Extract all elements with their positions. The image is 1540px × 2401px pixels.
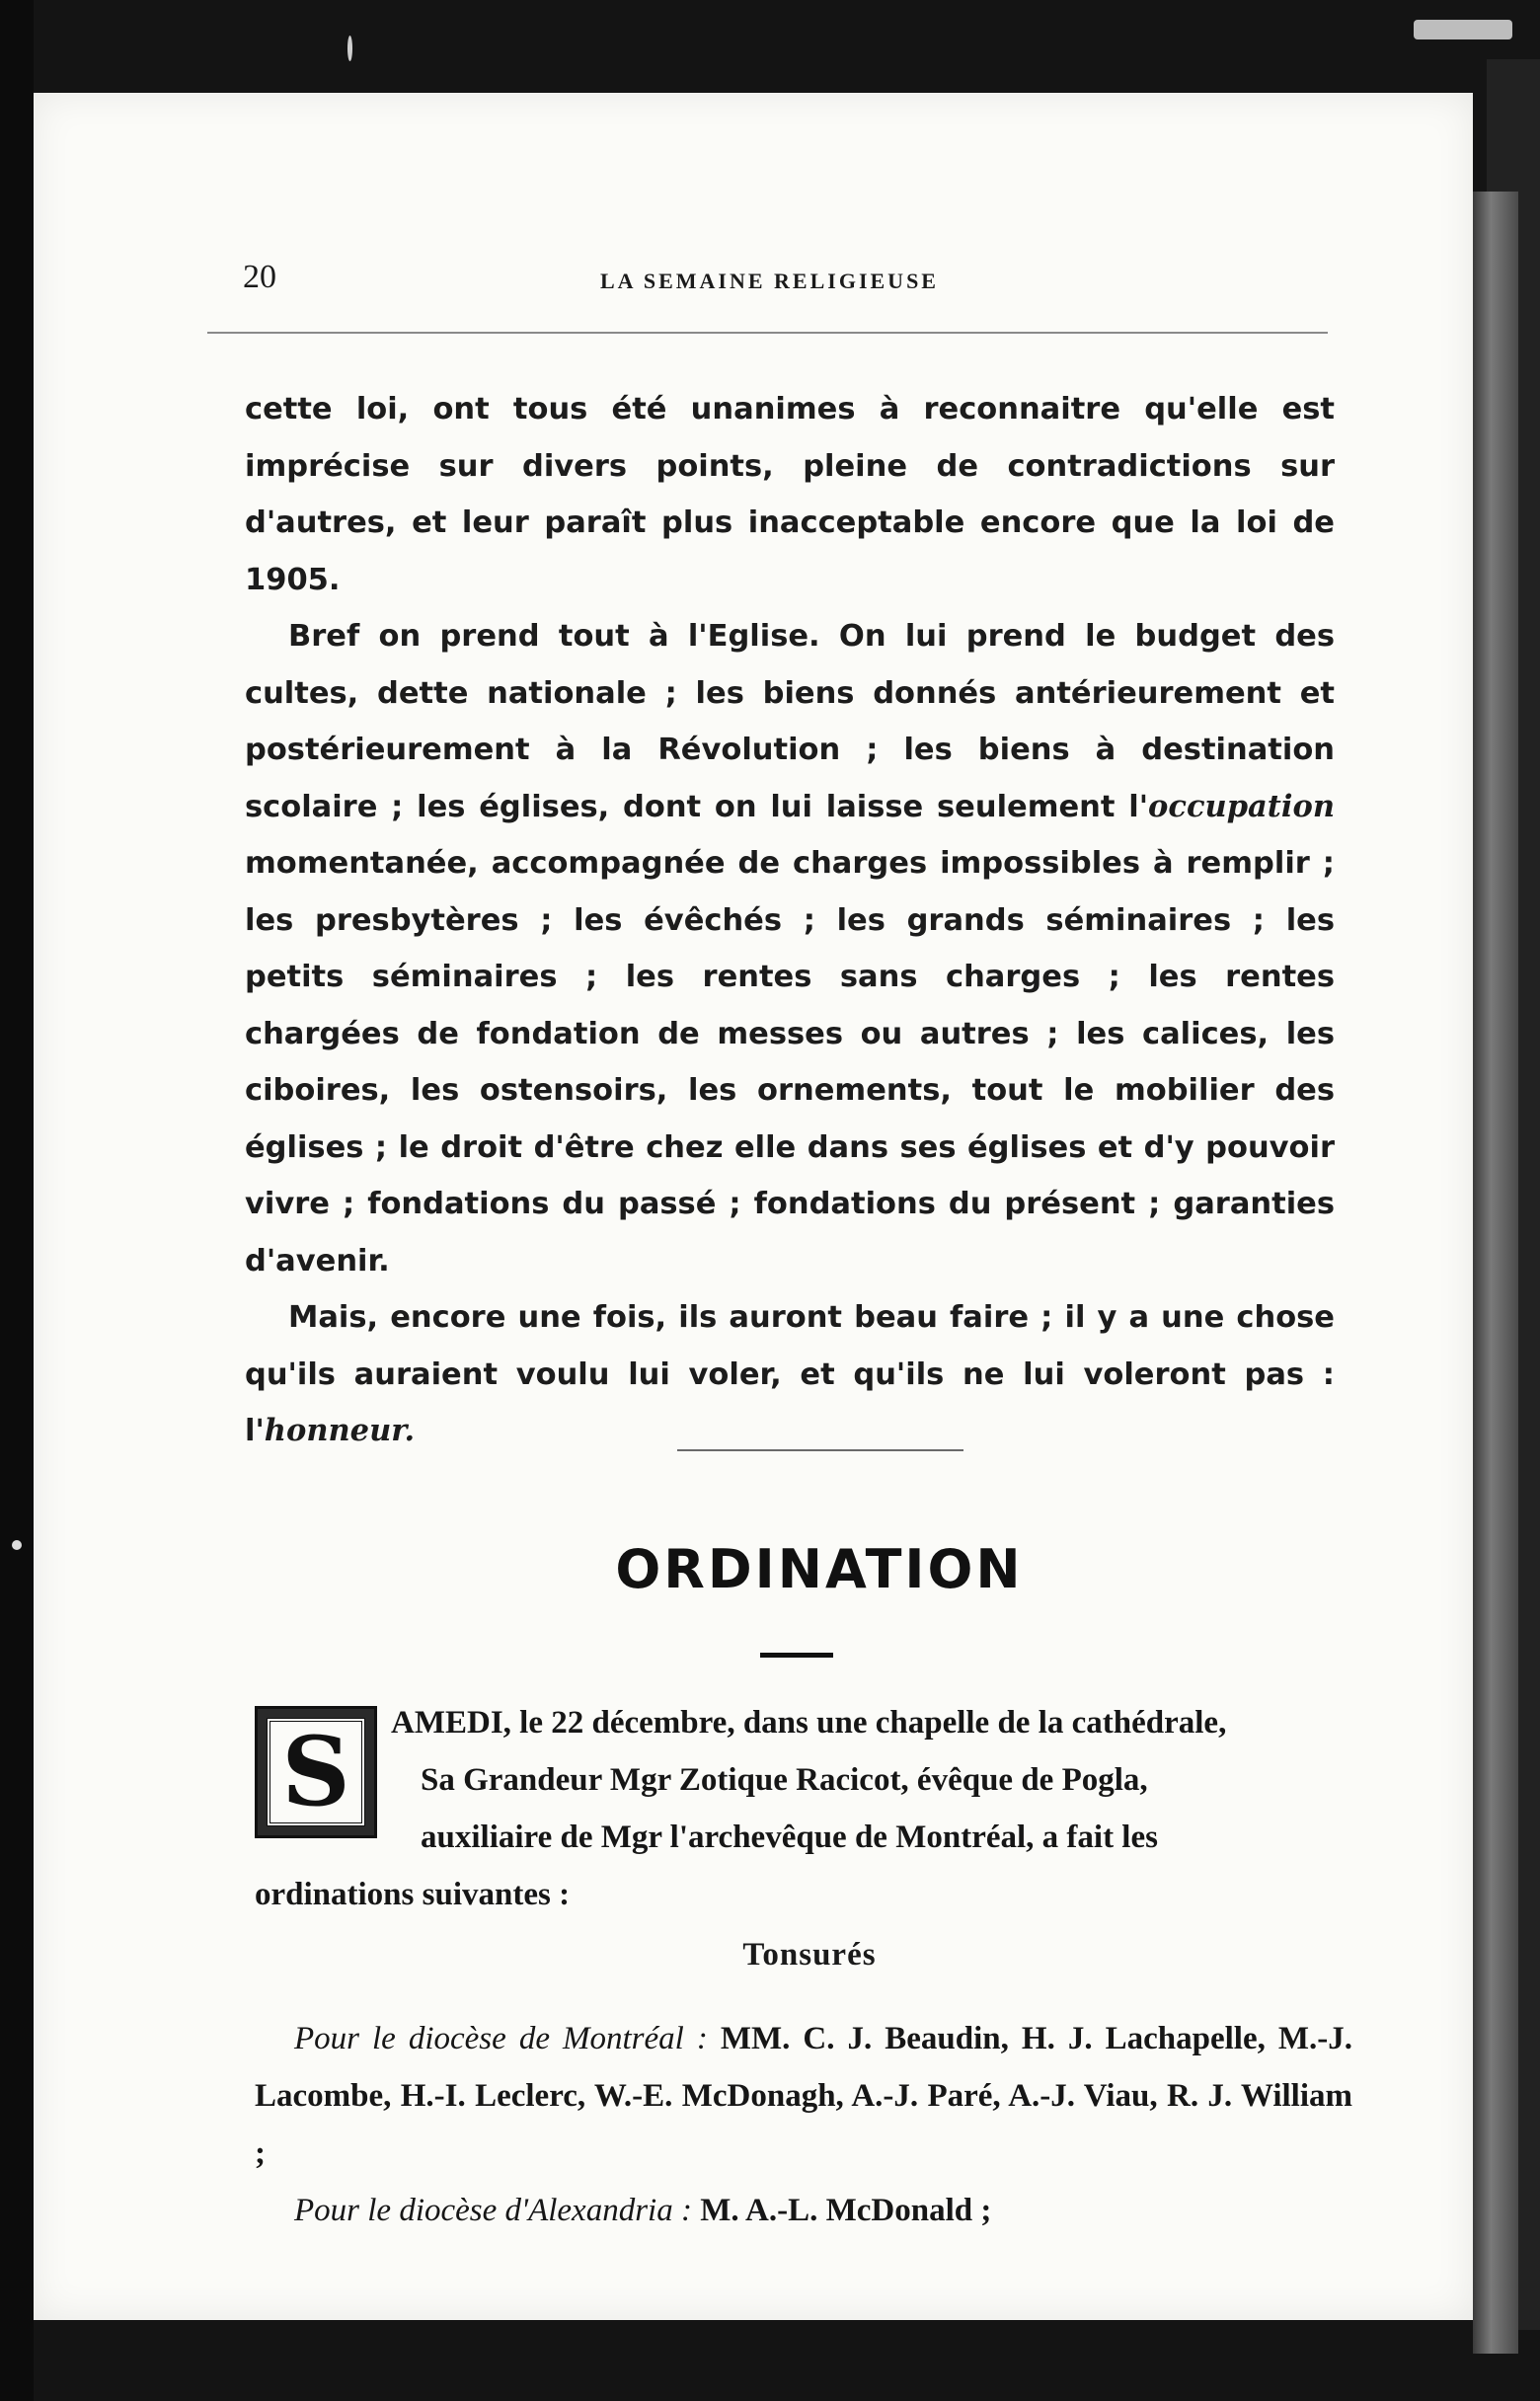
paragraph: cette loi, ont tous été unanimes à reconnaitre qu'elle est imprécise sur divers points, pleine de contradictions sur d'autres, et leur paraît plus inacceptable encore que la loi de 1905. — [245, 392, 1335, 597]
diocese-label: Pour le diocèse de Montréal : — [294, 2021, 708, 2056]
ordination-intro — [255, 1694, 1354, 1923]
list-entry: Pour le diocèse d'Alexandria : M. A.-L. McDonald ; — [294, 2193, 992, 2228]
dropcap-letter: S — [267, 1718, 365, 1826]
page-header — [207, 168, 1328, 227]
title-rule — [760, 1653, 833, 1658]
list-entry: Pour le diocèse de Montréal : MM. C. J. Beaudin, H. J. Lachapelle, M.-J. Lacombe, H.-I. Leclerc, W.-E. McDonagh, A.-J. Paré, A.-J. Viau, R. J. William ; — [255, 2021, 1353, 2171]
subheading: Tonsurés — [742, 1937, 877, 1973]
film-speck — [12, 1540, 22, 1550]
italic-word: occupation — [1148, 788, 1335, 824]
paragraph: Bref on prend tout à l'Eglise. On lui prend le budget des cultes, dette nationale ; les biens donnés antérieurement et postérieurement à la Révolution ; les biens à destination scolaire ; les églises, dont on lui laisse seulement l'occupation momentanée, accompagnée de charges impossibles à remplir ; les presbytères ; les évêchés ; les grands séminaires ; les petits séminaires ; les rentes sans charges ; les rentes chargées de fondation de messes ou autres ; les calices, les ciboires, les ostensoirs, les ornements, tout le mobilier des églises ; le droit d'être chez elle dans ses églises et d'y pouvoir vivre ; fondations du passé ; fondations du présent ; garanties d'avenir. — [245, 619, 1335, 1278]
intro-line: Sa Grandeur Mgr Zotique Racicot, évêque de Pogla, — [421, 1762, 1148, 1798]
intro-line: ordinations suivantes : — [255, 1877, 571, 1912]
decorative-dropcap — [255, 1706, 377, 1838]
film-scratch — [347, 36, 352, 61]
italic-word: honneur. — [264, 1413, 416, 1448]
film-label — [1414, 20, 1512, 39]
diocese-label: Pour le diocèse d'Alexandria : — [294, 2193, 692, 2228]
film-edge — [0, 0, 34, 2401]
section-divider — [677, 1449, 963, 1451]
intro-line: AMEDI, le 22 décembre, dans une chapelle de la cathédrale, — [391, 1705, 1227, 1741]
intro-line: auxiliaire de Mgr l'archevêque de Montréal, a fait les — [421, 1820, 1158, 1855]
running-title: LA SEMAINE RELIGIEUSE — [600, 269, 939, 293]
paragraph: Mais, encore une fois, ils auront beau faire ; il y a une chose qu'ils auraient voulu lui voler, et qu'ils ne lui voleront pas : l'honneur. — [245, 1300, 1335, 1448]
page-number: 20 — [243, 259, 276, 295]
page-binding-shadow — [1473, 192, 1518, 2354]
section-title: ORDINATION — [615, 1538, 1024, 1600]
header-rule — [207, 332, 1328, 334]
ordination-list — [255, 2010, 1352, 2239]
article-body — [245, 381, 1335, 1460]
